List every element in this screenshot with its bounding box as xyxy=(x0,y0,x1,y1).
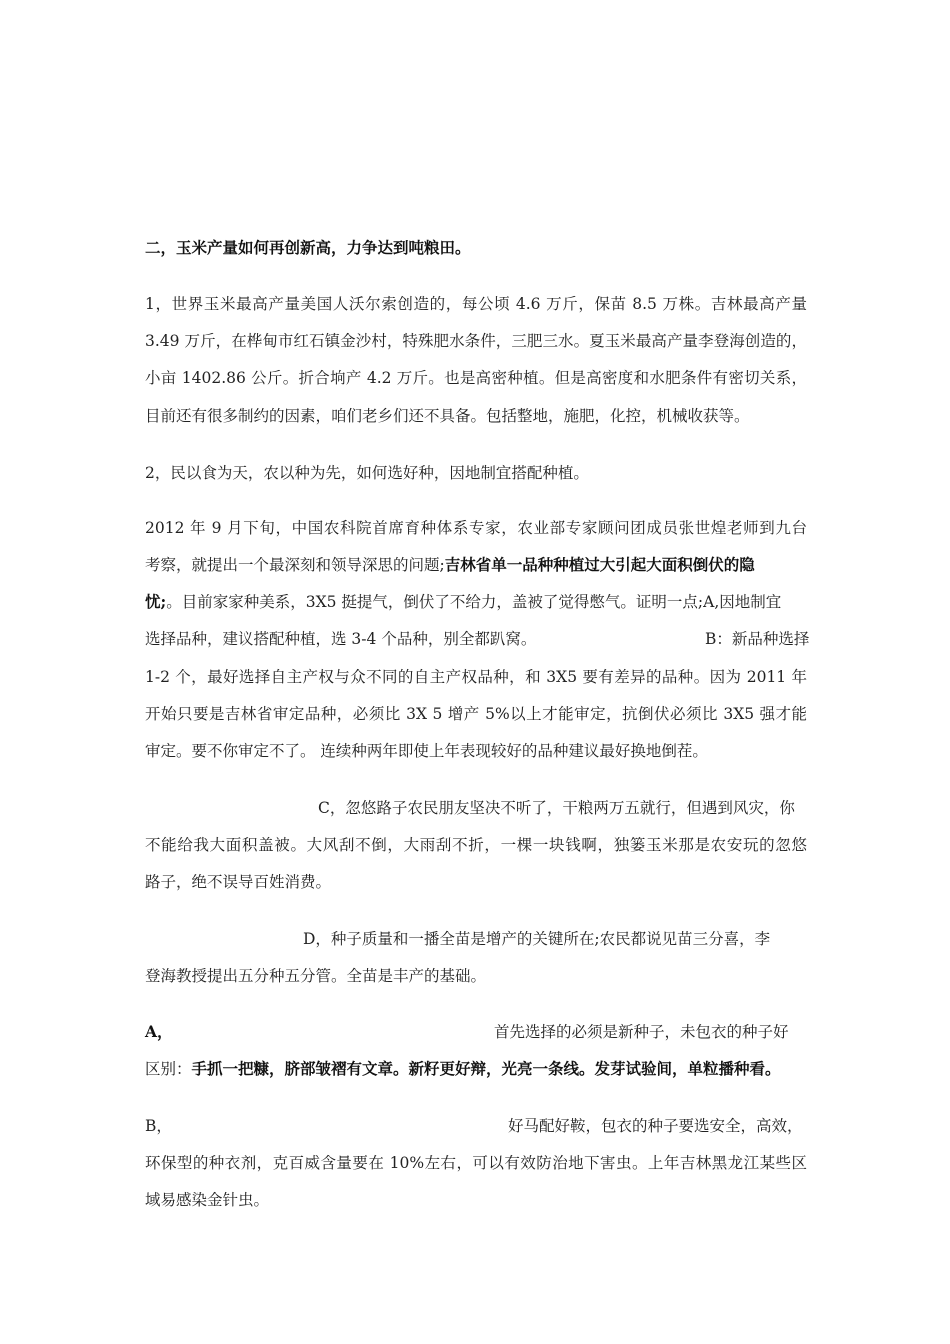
paragraph-3-line-4-right: B：新品种选择 xyxy=(705,630,810,648)
paragraph-3-line-5: 1-2 个，最好选择自主产权与众不同的自主产权品种，和 3X5 要有差异的品种。因为 2011 年 xyxy=(145,668,807,686)
paragraph-1-line-2: 3.49 万斤，在桦甸市红石镇金沙村，特殊肥水条件，三肥三水。夏玉米最高产量李登海创造的， xyxy=(145,332,807,350)
paragraph-4-line-1: C，忽悠路子农民朋友坚决不听了，干粮两万五就行，但遇到风灾，你 xyxy=(318,799,795,817)
paragraph-3-line-6: 开始只要是吉林省审定品种，必须比 3X 5 增产 5%以上才能审定，抗倒伏必须比 3X5 强才能 xyxy=(145,705,807,723)
paragraph-3-line-3-text: 。目前家家种美系，3X5 挺提气，倒伏了不给力，盖被了觉得憋气。证明一点;A,因地制宜 xyxy=(166,593,782,611)
paragraph-7-line-2: 环保型的种衣剂，克百威含量要在 10%左右，可以有效防治地下害虫。上年吉林黑龙江某些区 xyxy=(145,1154,807,1172)
paragraph-3-line-2 xyxy=(145,554,755,576)
section-heading: 二，玉米产量如何再创新高，力争达到吨粮田。 xyxy=(145,238,471,257)
paragraph-4-line-2: 不能给我大面积盖被。大风刮不倒，大雨刮不折，一棵一块钱啊，独篓玉米那是农安玩的忽悠 xyxy=(145,836,807,854)
paragraph-3-emphasis: 吉林省单一品种种植过大引起大面积倒伏的隐 xyxy=(444,555,755,574)
paragraph-7-label: B， xyxy=(145,1117,172,1135)
paragraph-4-line-3: 路子，绝不误导百姓消费。 xyxy=(145,873,332,891)
paragraph-7-line-3: 域易感染金针虫。 xyxy=(145,1191,270,1209)
paragraph-7-line-1: 好马配好鞍，包衣的种子要选安全，高效， xyxy=(508,1117,803,1135)
paragraph-5-line-1: D，种子质量和一播全苗是增产的关键所在;农民都说见苗三分喜，李 xyxy=(303,930,771,948)
paragraph-3-line-7: 审定。要不你审定不了。 连续种两年即使上年表现较好的品种建议最好换地倒茬。 xyxy=(145,742,708,760)
paragraph-2-line-1: 2，民以食为天，农以种为先，如何选好种，因地制宜搭配种植。 xyxy=(145,464,589,482)
paragraph-3-line-2-text: 考察，就提出一个最深刻和领导深思的问题; xyxy=(145,556,445,574)
paragraph-5-line-2: 登海教授提出五分种五分管。全苗是丰产的基础。 xyxy=(145,967,487,985)
paragraph-3-emphasis-end: 忧; xyxy=(145,592,167,611)
paragraph-6-line-2-text: 区别： xyxy=(145,1060,192,1078)
paragraph-3-line-4-left: 选择品种，建议搭配种植，选 3-4 个品种，别全都趴窝。 xyxy=(145,630,537,648)
paragraph-1-line-1: 1，世界玉米最高产量美国人沃尔索创造的，每公顷 4.6 万斤，保苗 8.5 万株。吉林最高产量 xyxy=(145,295,807,313)
paragraph-6-line-1: 首先选择的必须是新种子，未包衣的种子好 xyxy=(494,1023,789,1041)
paragraph-1-line-4: 目前还有很多制约的因素，咱们老乡们还不具备。包括整地，施肥，化控，机械收获等。 xyxy=(145,407,750,425)
paragraph-3-line-1: 2012 年 9 月下旬，中国农科院首席育种体系专家，农业部专家顾问团成员张世煌老师到九台 xyxy=(145,519,807,537)
paragraph-3-line-3 xyxy=(145,591,781,613)
paragraph-6-label: A， xyxy=(145,1022,173,1041)
paragraph-1-line-3: 小亩 1402.86 公斤。折合垧产 4.2 万斤。也是高密种植。但是高密度和水肥条件有密切关系， xyxy=(145,369,807,387)
paragraph-6-emphasis: 手抓一把糠，脐部皱褶有文章。新籽更好辩，光亮一条线。发芽试验间，单粒播种看。 xyxy=(191,1059,781,1078)
paragraph-6-line-2 xyxy=(145,1058,781,1080)
